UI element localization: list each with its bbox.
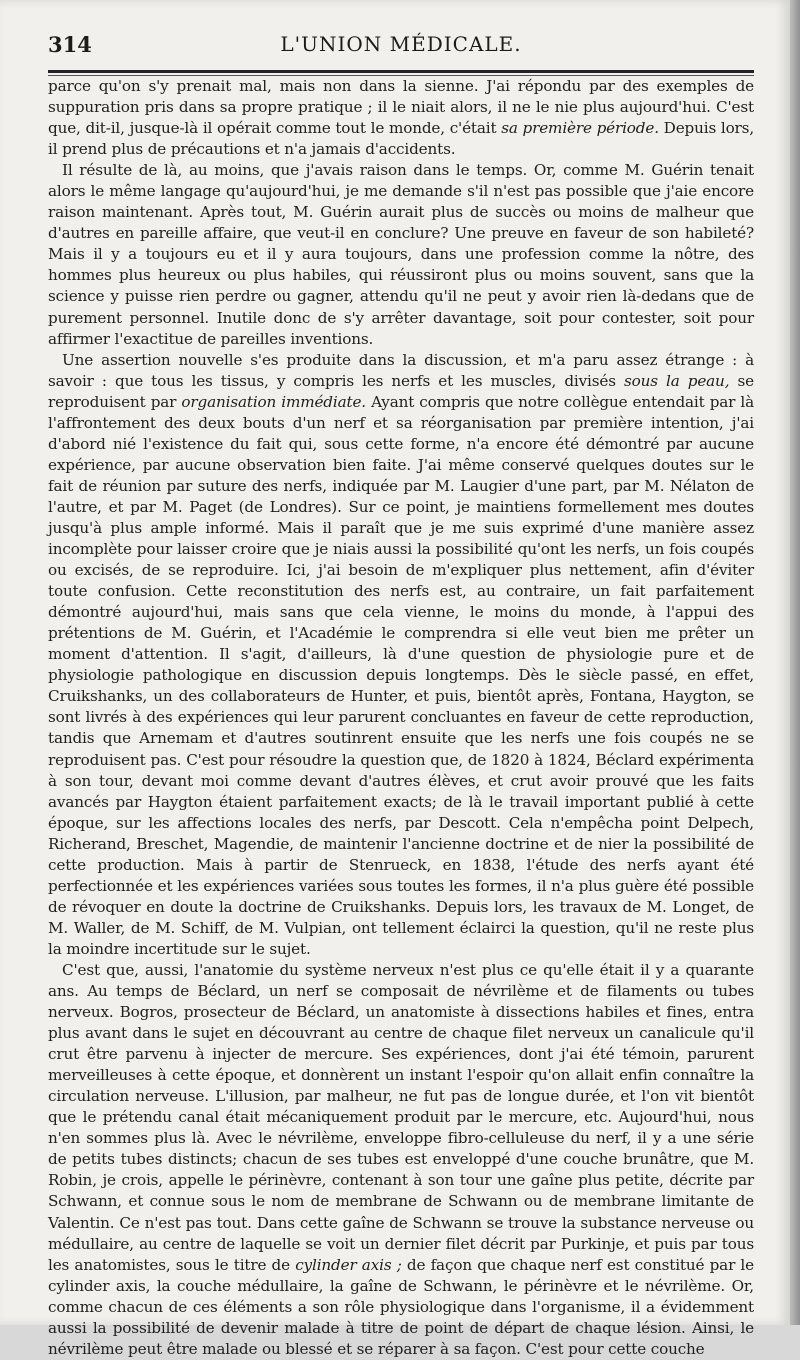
text-segment: Une assertion nouvelle s'es produite dans la discussion, et m'a paru assez étrange : à savoir : que tous les tissus, y compris les nerfs et les muscles, divisés xyxy=(48,350,754,390)
paragraph xyxy=(48,350,754,960)
italic-text: sa première période. xyxy=(501,119,659,138)
text-segment: Depuis lors, il prend plus de précautions et n'a jamais d'accidents. xyxy=(48,119,754,159)
page-number: 314 xyxy=(48,32,92,57)
paragraph xyxy=(48,960,754,1360)
text-segment: se reproduisent par xyxy=(48,371,754,411)
text-segment: C'est que, aussi, l'anatomie du système nerveux n'est plus ce qu'elle était il y a quarante ans. Au temps de Béclard, un nerf se composait de névrilème et de filaments ou tubes nerveux. Bogros, prosecteur de Béclard, un anatomiste à dissections habiles et fines, entra plus avant dans le sujet en découvrant au centre de chaque filet nerveux un canalicule qu'il crut être parvenu à injecter de mercure. Ses expériences, dont j'ai été témoin, parurent merveilleuses à cette époque, et donnèrent un instant l'espoir qu'on allait enfin connaître la circulation nerveuse. L'illusion, par malheur, ne fut pas de longue durée, et l'on vit bientôt que le prétendu canal était mécaniquement produit par le mercure, etc. Aujourd'hui, nous n'en sommes plus là. Avec le névrilème, enveloppe fibro-celluleuse du nerf, il y a une série de petits tubes distincts; chacun de ses tubes est enveloppé d'une couche brunâtre, que M. Robin, je crois, appelle le périnèvre, contenant à son tour une gaîne plus petite, décrite par Schwann, et connue sous le nom de membrane de Schwann ou de membrane limitante de Valentin. Ce n'est pas tout. Dans cette gaîne de Schwann se trouve la substance nerveuse ou médullaire, au centre de laquelle se voit un dernier filet décrit par Purkinje, et puis par tous les anatomistes, sous le titre de xyxy=(48,960,754,1274)
page-header xyxy=(48,32,754,62)
text-segment: parce qu'on s'y prenait mal, mais non dans la sienne. J'ai répondu par des exemples de suppuration pris dans sa propre pratique ; il le niait alors, il ne le nie plus aujourd'hui. C'est que, dit-il, jusque-là il opérait comme tout le monde, c'était xyxy=(48,77,754,138)
page-edge-shadow xyxy=(790,0,800,1325)
italic-text: cylinder axis ; xyxy=(295,1255,402,1274)
running-title: L'UNION MÉDICALE. xyxy=(280,32,522,56)
paragraph xyxy=(48,76,754,160)
italic-text: sous la peau, xyxy=(623,371,730,390)
text-segment: de façon que chaque nerf est constitué par le cylinder axis, la couche médullaire, la gaîne de Schwann, le périnèvre et le névrilème. Or, comme chacun de ces éléments a son rôle physiologique dans l'organisme, il a évidemment aussi la possibilité de devenir malade à titre de point de départ de chaque lésion. Ainsi, le névrilème peut être malade ou blessé et se réparer à sa façon. C'est pour cette couche xyxy=(48,1255,754,1358)
text-segment: Il résulte de là, au moins, que j'avais raison dans le temps. Or, comme M. Guérin tenait alors le même langage qu'aujourd'hui, je me demande s'il n'est pas possible que j'aie encore raison maintenant. Après tout, M. Guérin aurait plus de succès ou moins de malheur que d'autres en pareille affaire, que veut-il en conclure? Une preuve en faveur de son habileté? Mais il y a toujours eu et il y aura toujours, dans une profession comme la nôtre, des hommes plus heureux ou plus habiles, qui réussiront plus ou moins souvent, sans que la science y puisse rien perdre ou gagner, attendu qu'il ne peut y avoir rien là-dedans que de purement personnel. Inutile donc de s'y arrêter davantage, soit pour contester, soit pour affirmer l'exactitue de pareilles inventions. xyxy=(48,161,754,348)
article-body xyxy=(48,76,754,1360)
paragraph xyxy=(48,160,754,349)
italic-text: organisation immédiate. xyxy=(181,392,366,411)
text-segment: Ayant compris que notre collègue entendait par là l'affrontement des deux bouts d'un nerf et sa réorganisation par première intention, j'ai d'abord nié l'existence du fait qui, sous cette forme, n'a encore été démontré par aucune expérience, par aucune observation bien faite. J'ai même conservé quelques doutes sur le fait de réunion par suture des nerfs, indiquée par M. Laugier d'une part, par M. Nélaton de l'autre, et par M. Paget (de Londres). Sur ce point, je maintiens formellement mes doutes jusqu'à plus ample informé. Mais il paraît que je me suis exprimé d'une manière assez incomplète pour laisser croire que je niais aussi la possibilité qu'ont les nerfs, un fois coupés ou excisés, de se reproduire. Ici, j'ai besoin de m'expliquer plus nettement, afin d'éviter toute confusion. Cette reconstitution des nerfs est, au contraire, un fait parfaitement démontré aujourd'hui, mais sans que cela vienne, le moins du monde, à l'appui des prétentions de M. Guérin, et l'Académie le comprendra si elle veut bien me prêter un moment d'attention. Il s'agit, d'ailleurs, là d'une question de physiologie pure et de physiologie pathologique en discussion depuis longtemps. Dès le siècle passé, en effet, Cruikshanks, un des collaborateurs de Hunter, et puis, bientôt après, Fontana, Haygton, se sont livrés à des expériences qui leur parurent concluantes en faveur de cette reproduction, tandis que Arnemam et d'autres soutinrent ensuite que les nerfs une fois coupés ne se reproduisent pas. C'est pour résoudre la question que, de 1820 à 1824, Béclard expérimenta à son tour, devant moi comme devant d'autres élèves, et crut avoir prouvé que les faits avancés par Haygton étaient parfaitement exacts; de là le travail important publié à cette époque, sur les affections locales des nerfs, par Descott. Cela n'empêcha point Delpech, Richerand, Breschet, Magendie, de maintenir l'ancienne doctrine et de nier la possibilité de cette production. Mais à partir de Stenrueck, en 1838, l'étude des nerfs ayant été perfectionnée et les expériences variées sous toutes les formes, il n'a plus guère été possible de révoquer en doute la doctrine de Cruikshanks. Depuis lors, les travaux de M. Longet, de M. Waller, de M. Schiff, de M. Vulpian, ont tellement éclairci la question, qu'il ne reste plus la moindre incertitude sur le sujet. xyxy=(48,392,754,958)
